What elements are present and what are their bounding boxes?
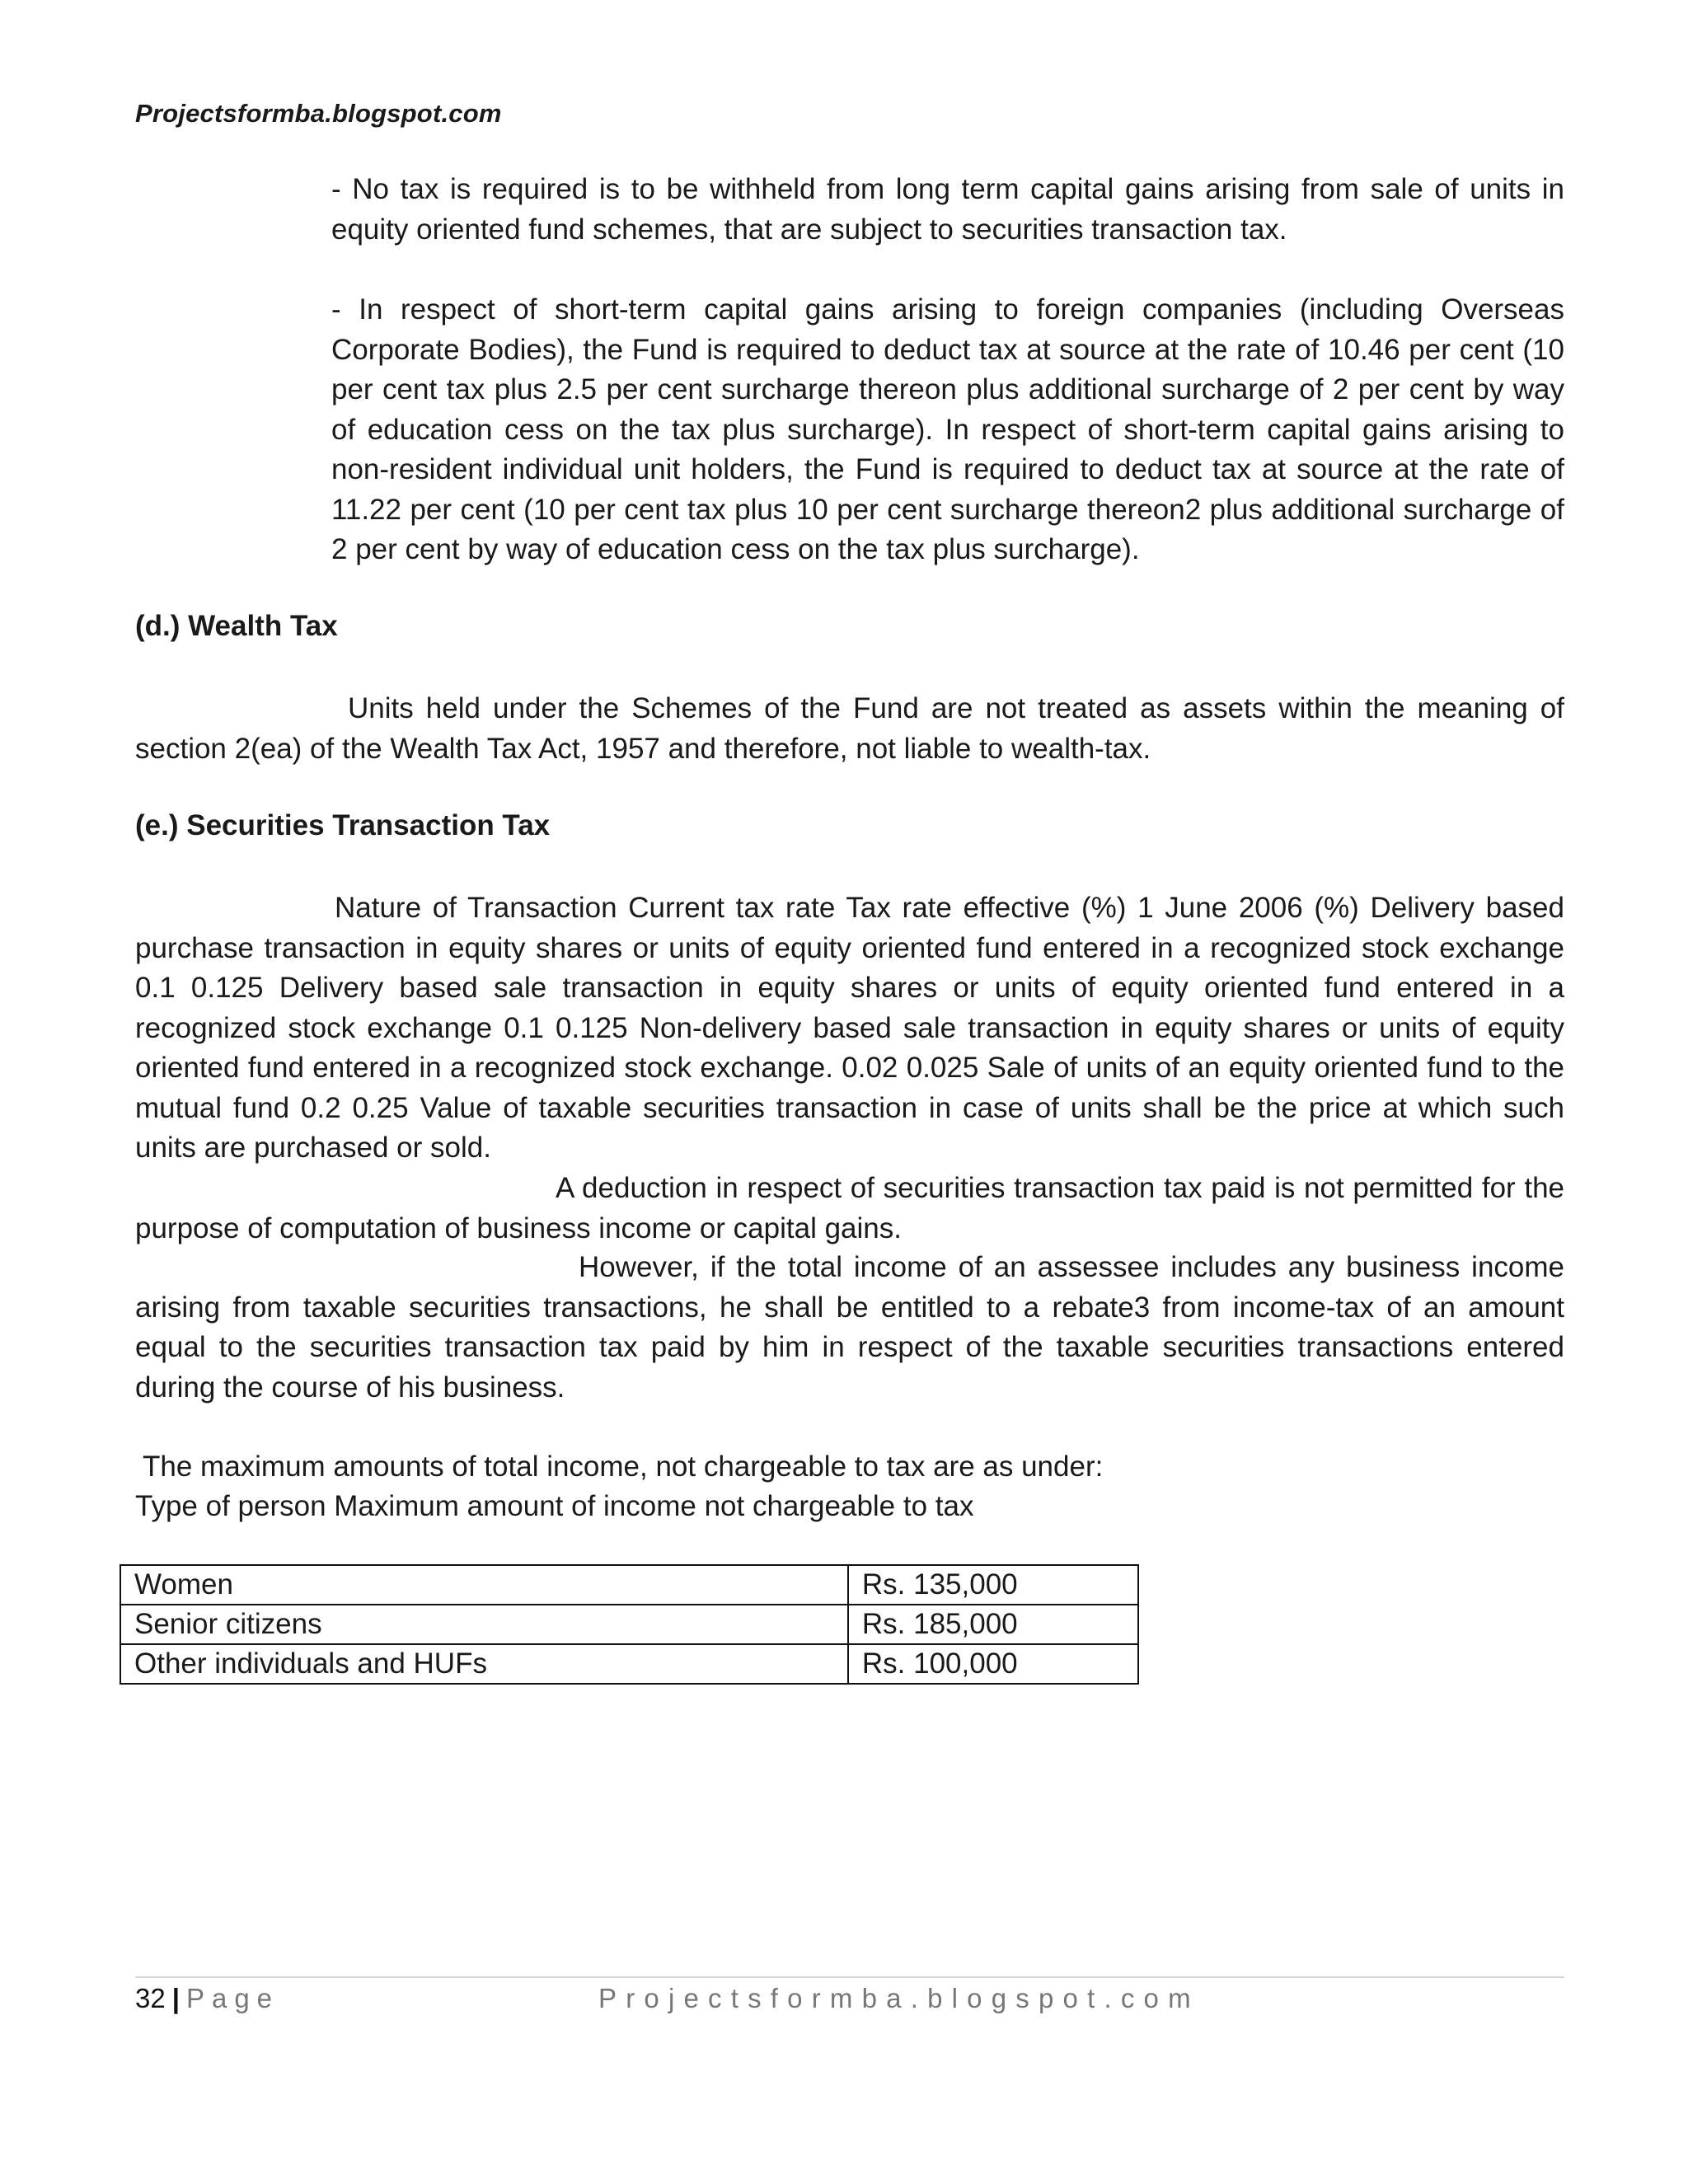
page-number: 32 xyxy=(135,1983,166,2013)
wealth-tax-heading: (d.) Wealth Tax xyxy=(135,610,338,642)
stt-rebate-paragraph: However, if the total income of an assessee includes any business income arising from taxable securities transactions, he shall be entitled to a rebate3 from income-tax of an amount equal to the securities transaction tax paid by him in respect of the taxable securities transactions entered during the course of his business. xyxy=(135,1251,1564,1404)
person-type-cell: Women xyxy=(120,1565,848,1605)
table-row xyxy=(120,1565,1138,1605)
amount-cell: Rs. 185,000 xyxy=(848,1605,1138,1644)
table-row xyxy=(120,1644,1138,1684)
stt-rates-paragraph: Nature of Transaction Current tax rate Tax rate effective (%) 1 June 2006 (%) Delivery based purchase transaction in equity shares or units of equity oriented fund entered in a recognized stock exchange 0.1 0.125 Delivery based sale transaction in equity shares or units of equity oriented fund entered in a recognized stock exchange 0.1 0.125 Non-delivery based sale transaction in equity shares or units of equity oriented fund entered in a recognized stock exchange. 0.02 0.025 Sale of units of an equity oriented fund to the mutual fund 0.2 0.25 Value of taxable securities transaction in case of units shall be the price at which such units are purchased or sold. xyxy=(135,892,1564,1164)
footer-page-number xyxy=(135,1983,279,2014)
amount-cell: Rs. 100,000 xyxy=(848,1644,1138,1684)
withholding-stcg-paragraph: - In respect of short-term capital gains arising to foreign companies (including Overseas Corporate Bodies), the Fund is required to deduct tax at source at the rate of 10.46 per cent (10 per cent tax plus 2.5 per cent surcharge thereon plus additional surcharge of 2 per cent by way of education cess on the tax plus surcharge). In respect of short-term capital gains arising to non-resident individual unit holders, the Fund is required to deduct tax at source at the rate of 11.22 per cent (10 per cent tax plus 10 per cent surcharge thereon2 plus additional surcharge of 2 per cent by way of education cess on the tax plus surcharge). xyxy=(331,293,1564,565)
footer-site-name: Projectsformba.blogspot.com xyxy=(598,1983,1200,2013)
withholding-ltcg-paragraph: - No tax is required is to be withheld from long term capital gains arising from sale of units in equity oriented fund schemes, that are subject to securities transaction tax. xyxy=(331,173,1564,246)
person-type-cell: Senior citizens xyxy=(120,1605,848,1644)
income-limit-table xyxy=(120,1564,1139,1685)
wealth-tax-paragraph: Units held under the Schemes of the Fund are not treated as assets within the meaning of section 2(ea) of the Wealth Tax Act, 1957 and therefore, not liable to wealth-tax. xyxy=(135,692,1564,765)
amount-cell: Rs. 135,000 xyxy=(848,1565,1138,1605)
page-label: Page xyxy=(185,1983,280,2013)
limits-table-caption: Type of person Maximum amount of income not chargeable to tax xyxy=(135,1490,974,1522)
header-site-name: Projectsformba.blogspot.com xyxy=(135,99,502,128)
stt-deduction-paragraph: A deduction in respect of securities transaction tax paid is not permitted for the purpose of computation of business income or capital gains. xyxy=(135,1172,1564,1244)
page-separator: | xyxy=(171,1983,180,2013)
limits-intro: The maximum amounts of total income, not chargeable to tax are as under: xyxy=(143,1451,1104,1483)
person-type-cell: Other individuals and HUFs xyxy=(120,1644,848,1684)
footer-divider xyxy=(135,1976,1564,1978)
table-row xyxy=(120,1605,1138,1644)
stt-heading: (e.) Securities Transaction Tax xyxy=(135,809,551,841)
